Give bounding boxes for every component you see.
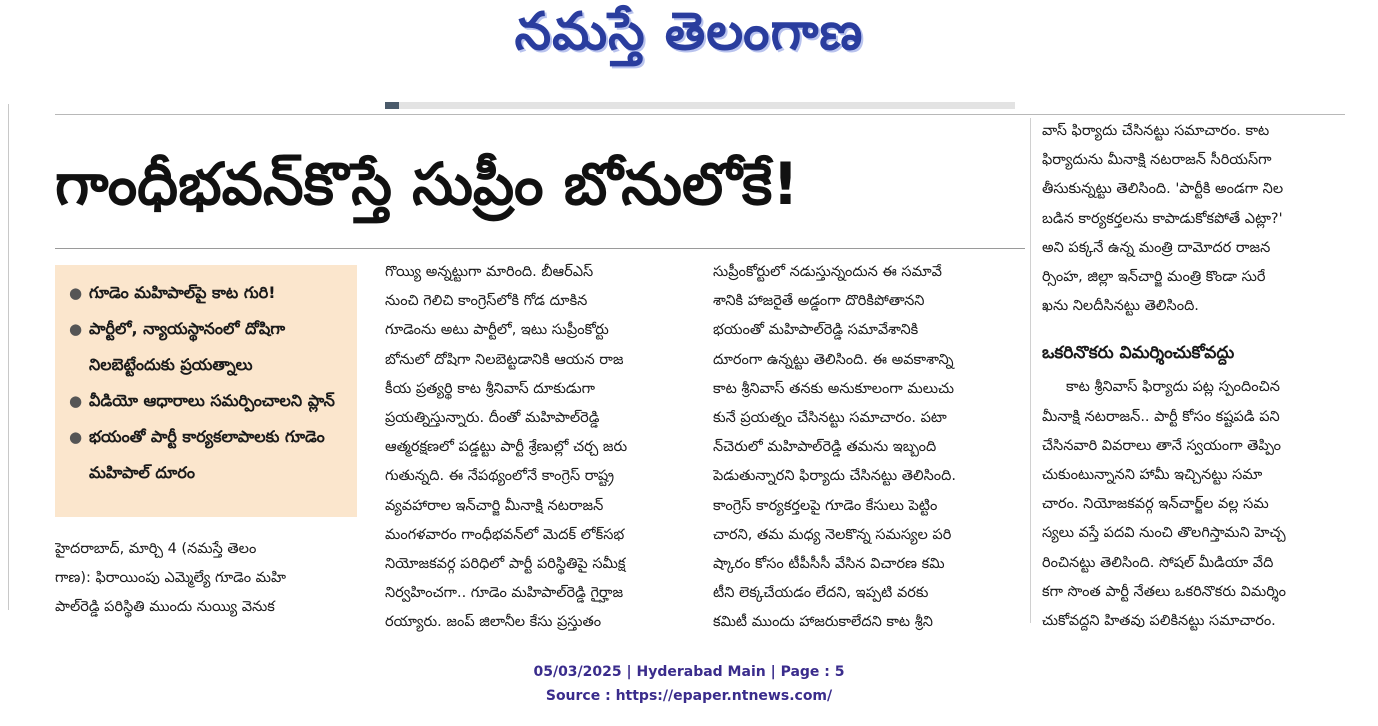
text-line: అని పక్కనే ఉన్న మంత్రి దామోదర రాజన (1042, 239, 1271, 256)
text-line: మంగళవారం గాంధీభవన్‌లో మెదక్ లోక్‌సభ (385, 526, 625, 543)
text-line: దూరంగా ఉన్నట్టు తెలిసింది. ఈ అవకాశాన్ని (713, 351, 954, 368)
bullet-icon: ● (69, 284, 83, 302)
column-subheading: ఒకరినొకరు విమర్శించుకోవద్దు (1042, 343, 1235, 364)
article-column-2 (385, 258, 690, 638)
text-line: న్‌చెరులో మహిపాల్‌రెడ్డి తమను ఇబ్బంది (713, 439, 937, 456)
text-line: ప్రయత్నిస్తున్నారు. దీంతో మహిపాల్‌రెడ్డి (385, 410, 600, 427)
text-line: శానికి హాజరైతే అడ్డంగా దొరికిపోతానని (713, 293, 925, 310)
text-line: మీనాక్షి నటరాజన్.. పార్టీ కోసం కష్టపడి పని (1042, 408, 1280, 425)
text-line: గాణ): ఫిరాయింపు ఎమ్మెల్యే గూడెం మహి (55, 570, 286, 587)
text-line: ఖను నిలదీసినట్టు తెలిసింది. (1042, 298, 1199, 315)
bullet-icon: ● (69, 392, 83, 410)
highlight-text: వీడియో ఆధారాలు సమర్పించాలని ప్లాన్ (89, 391, 335, 410)
text-line: గూడెంను అటు పార్టీలో, ఇటు సుప్రీంకోర్టు (385, 322, 609, 339)
highlights-box (55, 265, 357, 517)
text-line: చుకోవద్దని హితవు పలికినట్టు సమాచారం. (1042, 613, 1276, 630)
masthead-bar-marker (385, 102, 399, 109)
masthead-bar (385, 102, 1015, 109)
page-left-edge (8, 104, 9, 610)
highlight-item (69, 275, 351, 311)
text-line: టీని లెక్కచేయడం లేదని, ఇప్పటి వరకు (713, 585, 929, 602)
text-line: కమిటీ ముందు హాజరుకాలేదని కాట శ్రీని (713, 614, 933, 631)
text-line: బడిన కార్యకర్తలను కాపాడుకోకపోతే ఎట్లా?' (1042, 210, 1283, 227)
text-line: నుంచి గెలిచి కాంగ్రెస్‌లోకి గోడ దూకిన (385, 293, 588, 310)
text-line: చారని, తమ మధ్య నెలకొన్న సమస్యల పరి (713, 526, 952, 543)
headline-rule (55, 248, 1025, 249)
highlight-item (69, 419, 351, 491)
bullet-icon: ● (69, 428, 83, 446)
text-line: నిర్వహించగా.. గూడెం మహిపాల్‌రెడ్డి గైర్హాజ (385, 585, 624, 602)
text-line: గుతున్నది. ఈ నేపథ్యంలోనే కాంగ్రెస్ రాష్ట్ర (385, 468, 615, 485)
newspaper-masthead: నమస్తే తెలంగాణ (514, 2, 864, 62)
text-line: భయంతో మహిపాల్‌రెడ్డి సమావేశానికి (713, 322, 919, 339)
text-line: పాల్‌రెడ్డి పరిస్థితి ముందు నుయ్యి వెనుక (55, 599, 275, 616)
text-line: రించినట్టు తెలిసింది. సోషల్ మీడియా వేది (1042, 554, 1274, 571)
text-line: హైదరాబాద్, మార్చి 4 (నమస్తే తెలం (55, 541, 257, 557)
text-line: ఫిర్యాదును మీనాక్షి నటరాజన్ సీరియస్‌గా (1042, 152, 1272, 169)
article-column-1 (55, 535, 360, 623)
article-column-3 (713, 258, 1018, 638)
text-line: కునే ప్రయత్నం చేసినట్టు సమాచారం. పటా (713, 410, 947, 427)
text-line: బోనులో దోషిగా నిలబెట్టడానికి ఆయన రాజ (385, 351, 624, 368)
text-line: గొయ్యి అన్నట్టుగా మారింది. బీఆర్‌ఎస్ (385, 264, 594, 280)
text-line: ష్కారం కోసం టీపీసీసీ వేసిన విచారణ కమి (713, 556, 945, 573)
article-headline: గాంధీభవన్‌కొస్తే సుప్రీం బోనులోకే! (55, 150, 799, 218)
highlight-text: భయంతో పార్టీ కార్యకలాపాలకు గూడెం మహిపాల్ దూరం (89, 427, 325, 482)
top-rule (55, 114, 1345, 115)
bullet-icon: ● (69, 320, 83, 338)
text-line: రయ్యారు. జంప్ జిలానీల కేసు ప్రస్తుతం (385, 614, 602, 631)
text-line: కాట శ్రీనివాస్ ఫిర్యాదు పట్ల స్పందించిన (1066, 379, 1280, 396)
text-line: కీయ ప్రత్యర్థి కాట శ్రీనివాస్ దూకుడుగా (385, 380, 595, 397)
text-line: ఆత్మరక్షణలో పడ్డట్టు పార్టీ శ్రేణుల్లో చర్చ జరు (385, 439, 628, 456)
text-line: వ్యవహారాల ఇన్‌చార్జి మీనాక్షి నటరాజన్ (385, 497, 604, 514)
text-line: కాట శ్రీనివాస్ తనకు అనుకూలంగా మలుచు (713, 380, 955, 397)
text-line: చుకుంటున్నానని హామీ ఇచ్చినట్టు సమా (1042, 467, 1263, 484)
highlight-text: గూడెం మహిపాల్‌పై కాట గురి! (89, 283, 276, 302)
text-line: సుప్రీంకోర్టులో నడుస్తున్నందున ఈ సమావే (713, 264, 942, 280)
highlight-item (69, 383, 351, 419)
text-line: నియోజకవర్గ పరిధిలో పార్టీ పరిస్థితిపై సమీక్ష (385, 556, 626, 573)
text-line: పెడుతున్నారని ఫిర్యాదు చేసినట్టు తెలిసింది. (713, 468, 956, 485)
text-line: ర్సింహ, జిల్లా ఇన్‌చార్జి మంత్రి కొండా సురే (1042, 269, 1266, 286)
text-line: చారం. నియోజకవర్గ ఇన్‌చార్జ్‌ల వల్ల సమ (1042, 496, 1269, 513)
footer-source: Source : https://epaper.ntnews.com/ (545, 688, 833, 704)
text-line: వాస్ ఫిర్యాదు చేసినట్టు సమాచారం. కాట (1042, 123, 1270, 139)
text-line: కగా సొంత పార్టీ నేతలు ఒకరినొకరు విమర్శిం (1042, 583, 1287, 600)
highlight-text: పార్టీలో, న్యాయస్థానంలో దోషిగా నిలబెట్టేందుకు ప్రయత్నాలు (89, 319, 286, 374)
highlight-item (69, 311, 351, 383)
article-column-4 (1042, 117, 1347, 636)
column-separator (1030, 118, 1031, 623)
text-line: కాంగ్రెస్ కార్యకర్తలపై గూడెం కేసులు పెట్టిం (713, 497, 938, 514)
footer-date-edition: 05/03/2025 | Hyderabad Main | Page : 5 (533, 664, 845, 680)
text-line: తీసుకున్నట్టు తెలిసింది. 'పార్టీకి అండగా నిల (1042, 181, 1284, 198)
text-line: చేసినవారి వివరాలు తానే స్వయంగా తెప్పిం (1042, 437, 1281, 454)
text-line: స్యలు వస్తే పదవి నుంచి తొలగిస్తామని హెచ్చ (1042, 525, 1286, 542)
